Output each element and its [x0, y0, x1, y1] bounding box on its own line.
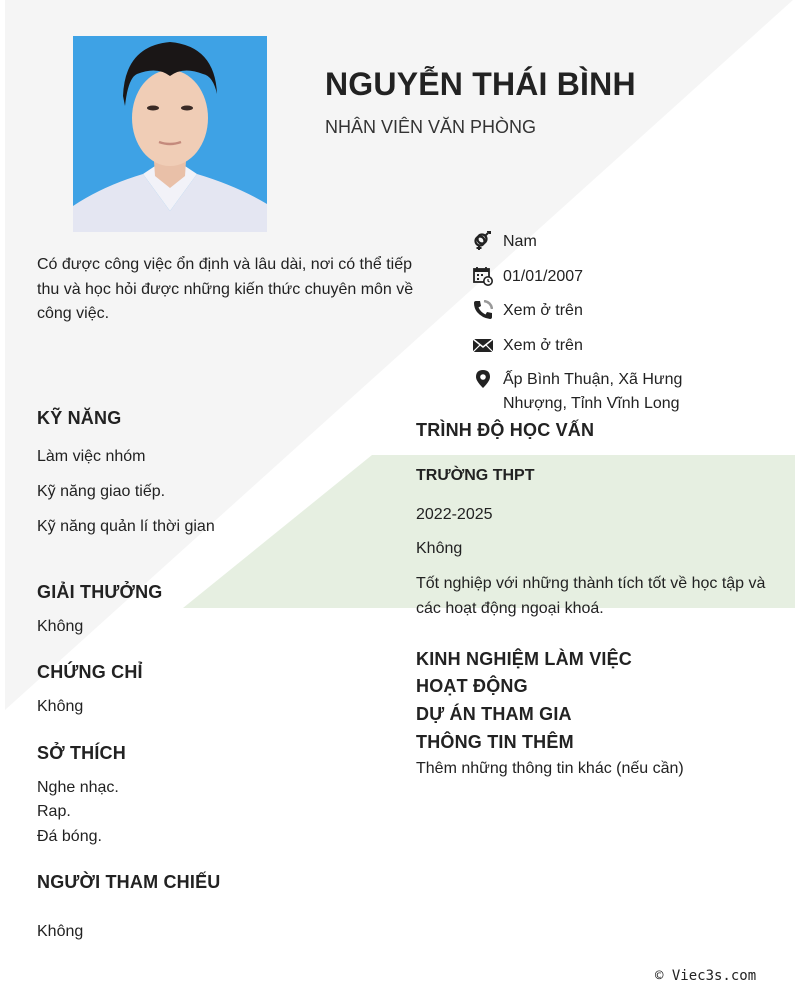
projects-title: DỰ ÁN THAM GIA	[416, 704, 572, 724]
contact-info	[472, 230, 792, 427]
contact-gender	[472, 230, 792, 254]
education-major: Không	[416, 540, 463, 557]
activities-title: HOẠT ĐỘNG	[416, 676, 528, 696]
gender-icon	[472, 230, 494, 252]
phone-value[interactable]: Xem ở trên	[503, 302, 583, 319]
phone-icon	[472, 299, 494, 321]
copyright-footer[interactable]: © Viec3s.com	[655, 968, 757, 984]
gender-value: Nam	[503, 233, 537, 250]
birthdate-value: 01/01/2007	[503, 267, 584, 285]
profile-photo	[73, 36, 267, 232]
awards-title: GIẢI THƯỞNG	[37, 582, 163, 602]
additional-info-title: THÔNG TIN THÊM	[416, 732, 574, 752]
contact-email	[472, 334, 792, 358]
skills-section	[37, 408, 377, 539]
education-description: Tốt nghiệp với những thành tích tốt về học tập và các hoạt động ngoại khoá.	[416, 575, 766, 617]
skill-item: Kỹ năng quản lí thời gian	[37, 518, 215, 535]
job-title: NHÂN VIÊN VĂN PHÒNG	[325, 117, 537, 137]
awards-value: Không	[37, 618, 84, 635]
skills-title: KỸ NĂNG	[37, 408, 122, 428]
skill-item: Làm việc nhóm	[37, 448, 146, 465]
candidate-name: NGUYỄN THÁI BÌNH	[325, 66, 636, 102]
hobby-item: Rap.	[37, 803, 71, 820]
certificates-title: CHỨNG CHỈ	[37, 662, 143, 682]
portrait-image	[73, 36, 267, 232]
additional-info-value: Thêm những thông tin khác (nếu cần)	[416, 760, 684, 777]
hobby-item: Nghe nhạc.	[37, 779, 119, 796]
contact-address	[472, 368, 792, 416]
references-title: NGƯỜI THAM CHIẾU	[37, 872, 221, 892]
email-icon	[472, 334, 494, 356]
education-title: TRÌNH ĐỘ HỌC VẤN	[416, 420, 595, 440]
hobbies-title: SỞ THÍCH	[37, 743, 126, 763]
email-value[interactable]: Xem ở trên	[503, 336, 583, 354]
references-value: Không	[37, 923, 84, 940]
contact-phone	[472, 299, 792, 323]
career-objective: Có được công việc ổn định và lâu dài, nơi có thể tiếp thu và học hỏi được những kiến thức chuyên môn về công việc.	[37, 256, 414, 322]
address-value: Ấp Bình Thuận, Xã Hưng Nhượng, Tỉnh Vĩnh Long	[503, 371, 683, 412]
education-period: 2022-2025	[416, 506, 493, 523]
calendar-icon	[472, 265, 494, 287]
contact-birthdate	[472, 265, 792, 289]
education-school: TRƯỜNG THPT	[416, 467, 535, 484]
location-icon	[472, 368, 494, 390]
hobby-item: Đá bóng.	[37, 828, 102, 845]
skill-item: Kỹ năng giao tiếp.	[37, 483, 166, 500]
certificates-value: Không	[37, 698, 84, 715]
experience-title: KINH NGHIỆM LÀM VIỆC	[416, 649, 633, 669]
